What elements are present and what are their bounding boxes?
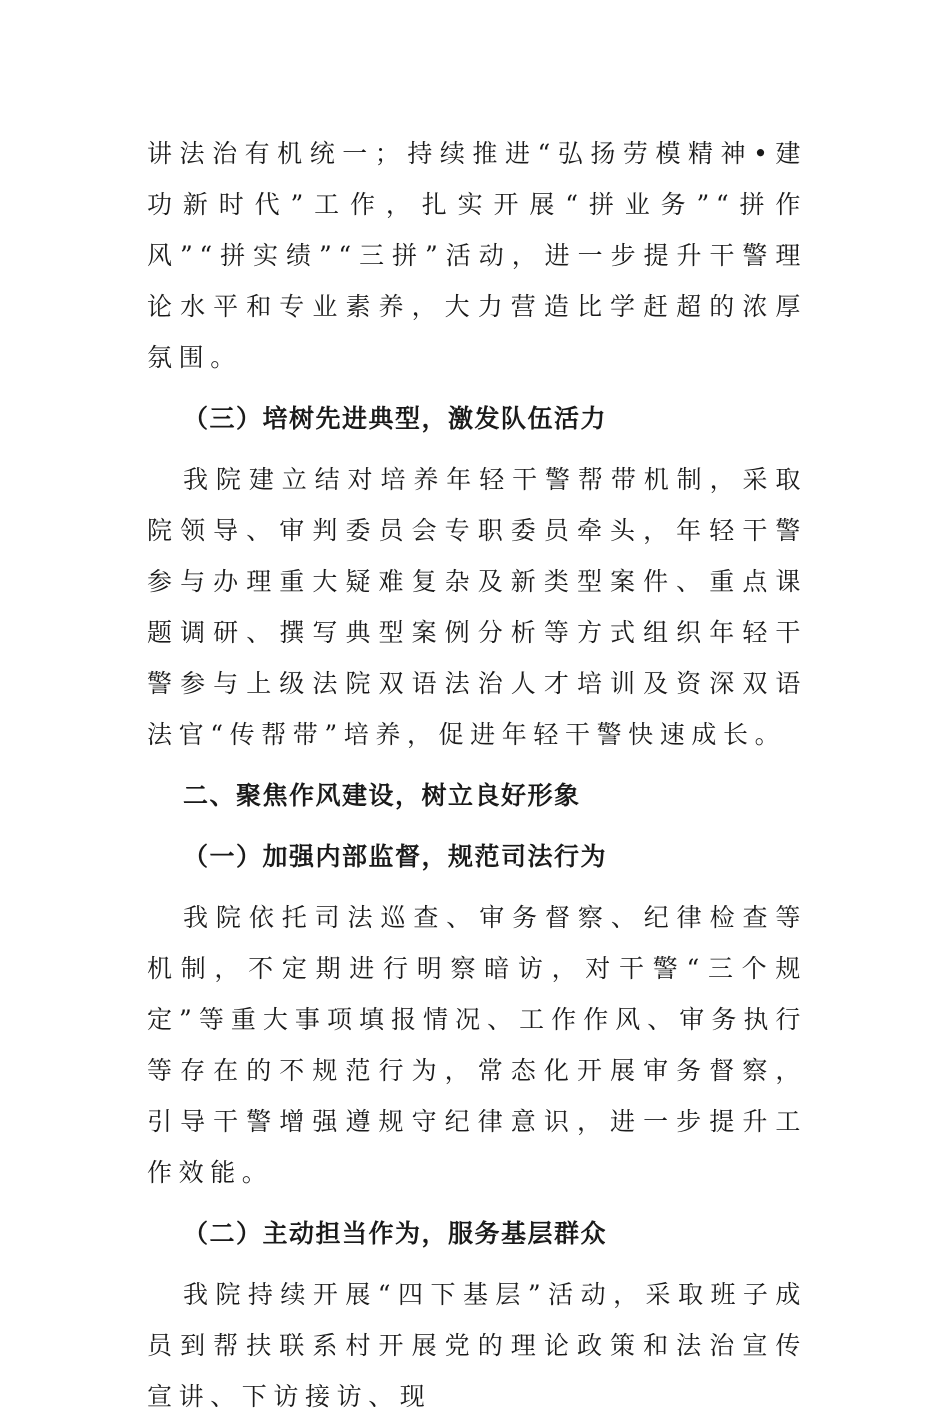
section-heading-1: （一）加强内部监督，规范司法行为	[183, 842, 608, 871]
document-body	[147, 128, 807, 1422]
paragraph-grassroots: 我院持续开展“四下基层”活动，采取班子成员到帮扶联系村开展党的理论政策和法治宣传宣讲、下访接访、现	[147, 1280, 807, 1411]
section-heading-3: （三）培树先进典型，激发队伍活力	[183, 404, 608, 433]
paragraph-supervision: 我院依托司法巡查、审务督察、纪律检查等机制，不定期进行明察暗访，对干警“三个规定”等重大事项填报情况、工作作风、审务执行等存在的不规范行为，常态化开展审务督察，引导干警增强遵规守纪律意识，进一步提升工作效能。	[147, 903, 807, 1187]
paragraph-mentoring: 我院建立结对培养年轻干警帮带机制，采取院领导、审判委员会专职委员牵头，年轻干警参与办理重大疑难复杂及新类型案件、重点课题调研、撰写典型案例分析等方式组织年轻干警参与上级法院双语法治人才培训及资深双语法官“传帮带”培养，促进年轻干警快速成长。	[147, 465, 807, 749]
section-heading-2: （二）主动担当作为，服务基层群众	[183, 1219, 608, 1248]
chapter-heading-2: 二、聚焦作风建设，树立良好形象	[183, 781, 581, 810]
paragraph-continuation: 讲法治有机统一；持续推进“弘扬劳模精神•建功新时代”工作，扎实开展“拼业务”“拼作风”“拼实绩”“三拼”活动，进一步提升干警理论水平和专业素养，大力营造比学赶超的浓厚氛围。	[147, 139, 807, 372]
